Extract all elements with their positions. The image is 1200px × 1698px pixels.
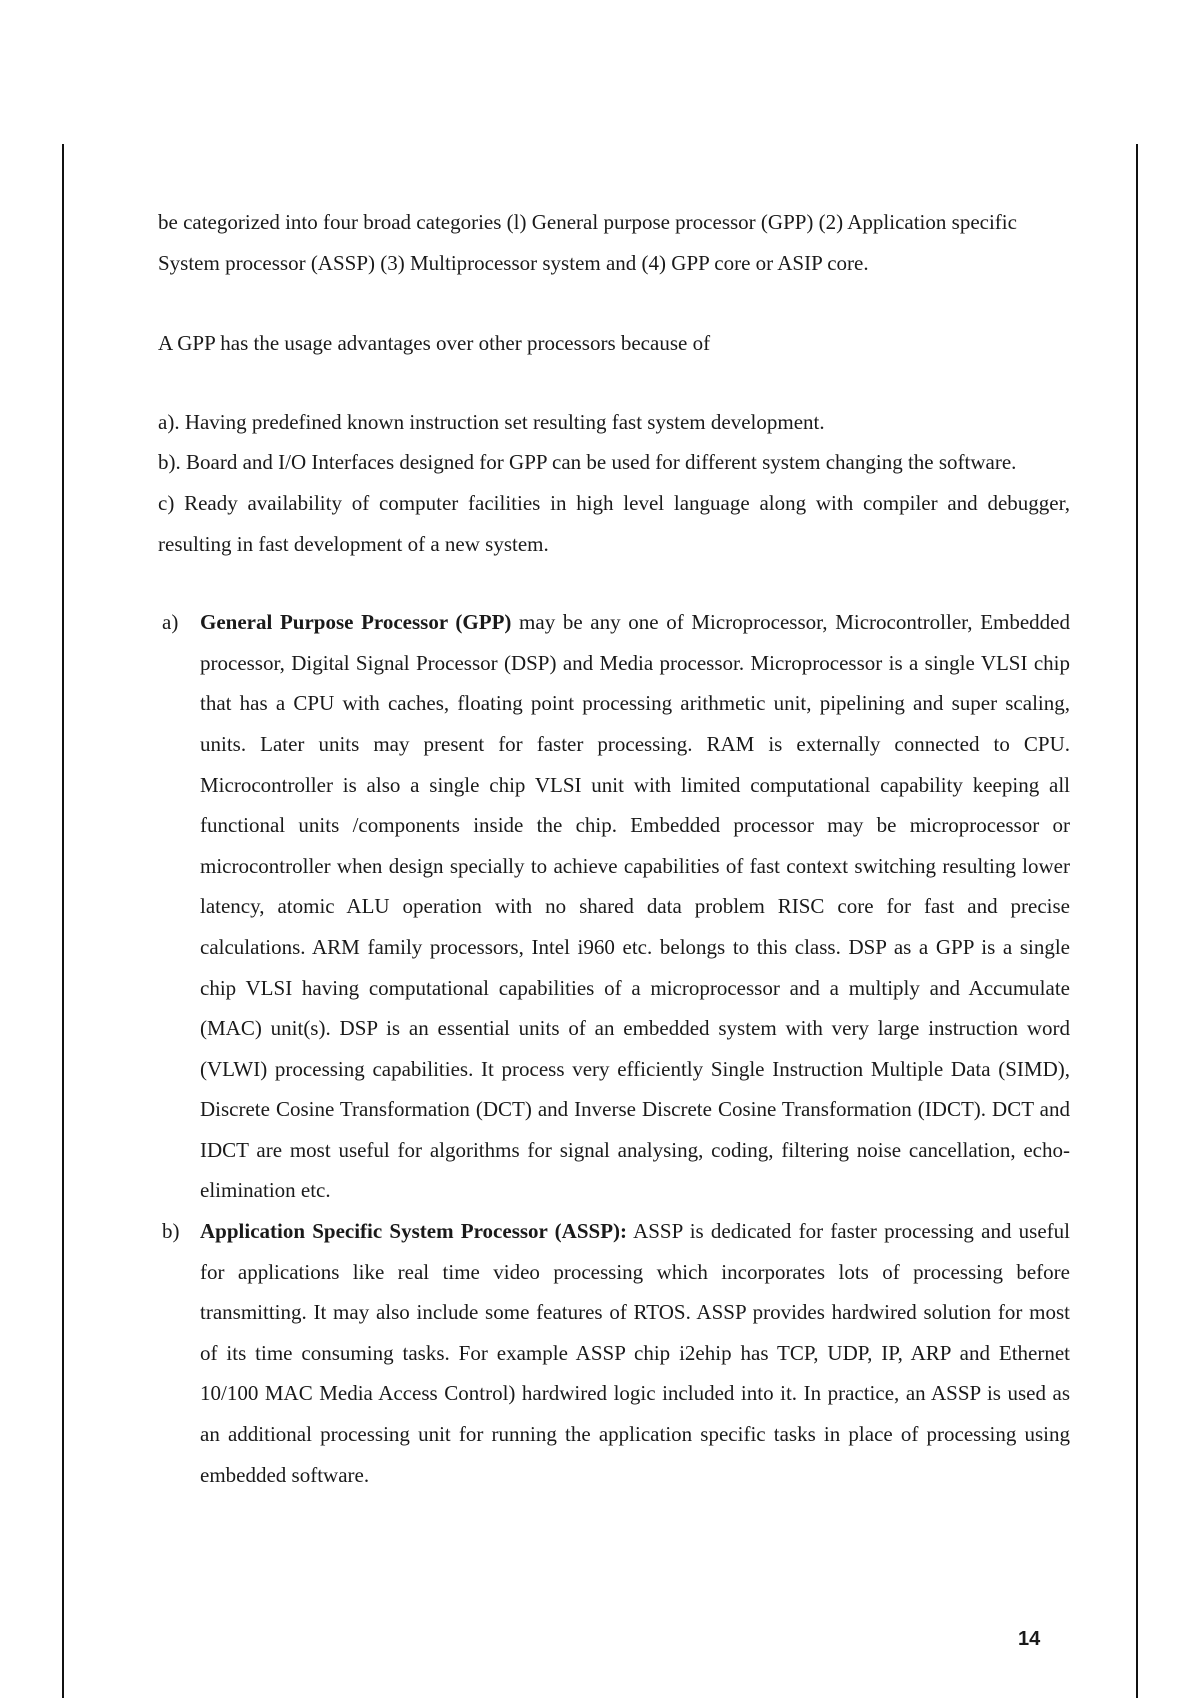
item-text: may be any one of Microprocessor, Microcontroller, Embedded processor, Digital Signal Processor (DSP) and Media processor. Microprocessor is a single VLSI chip that has a CPU with caches, floating point processing arithmetic unit, pipelining and super scaling, units. Later units may present for faster processing. RAM is externally connected to CPU. Microcontroller is also a single chip VLSI unit with limited computational capability keeping all functional units /components inside the chip. Embedded processor may be microprocessor or microcontroller when design specially to achieve capabilities of fast context switching resulting lower latency, atomic ALU operation with no shared data problem RISC core for fast and precise calculations. ARM family processors, Intel i960 etc. belongs to this class. DSP as a GPP is a single chip VLSI having computational capabilities of a microprocessor and a multiply and Accumulate (MAC) unit(s). DSP is an essential units of an embedded system with very large instruction word (VLWI) processing capabilities. It process very efficiently Single Instruction Multiple Data (SIMD), Discrete Cosine Transformation (DCT) and Inverse Discrete Cosine Transformation (IDCT). DCT and IDCT are most useful for algorithms for signal analysing, coding, filtering noise cancellation, echo-elimination etc. — [200, 610, 1070, 1203]
list-item-assp — [158, 1211, 1070, 1495]
item-text: ASSP is dedicated for faster processing and useful for applications like real time video processing which incorporates lots of processing before transmitting. It may also include some features of RTOS. ASSP provides hardwired solution for most of its time consuming tasks. For example ASSP chip i2ehip has TCP, UDP, IP, ARP and Ethernet 10/100 MAC Media Access Control) hardwired logic included into it. In practice, an ASSP is used as an additional processing unit for running the application specific tasks in place of processing using embedded software. — [200, 1219, 1070, 1487]
list-marker: b) — [162, 1219, 180, 1244]
advantage-item: c) Ready availability of computer facilities in high level language along with compiler and debugger, resulting in fast development of a new system. — [158, 490, 1070, 556]
left-page-border — [62, 144, 64, 1698]
right-page-border — [1136, 144, 1138, 1698]
advantage-item: a). Having predefined known instruction set resulting fast system development. — [158, 409, 825, 434]
intro-paragraph: be categorized into four broad categories (l) General purpose processor (GPP) (2) Application specific System processor (ASSP) (3) Multiprocessor system and (4) GPP core or ASIP core. — [158, 210, 1017, 275]
list-marker: a) — [162, 610, 179, 635]
page-number: 14 — [1018, 1628, 1041, 1650]
advantages-list — [158, 402, 1070, 564]
item-heading: Application Specific System Processor (ASSP): — [200, 1219, 628, 1244]
page-body — [158, 202, 1070, 1495]
advantage-item: b). Board and I/O Interfaces designed for GPP can be used for different system changing the software. — [158, 450, 1017, 475]
processor-types-list — [158, 602, 1070, 1495]
advantages-lead: A GPP has the usage advantages over other processors because of — [158, 331, 711, 356]
item-heading: General Purpose Processor (GPP) — [200, 610, 512, 635]
list-item-gpp — [158, 602, 1070, 1211]
